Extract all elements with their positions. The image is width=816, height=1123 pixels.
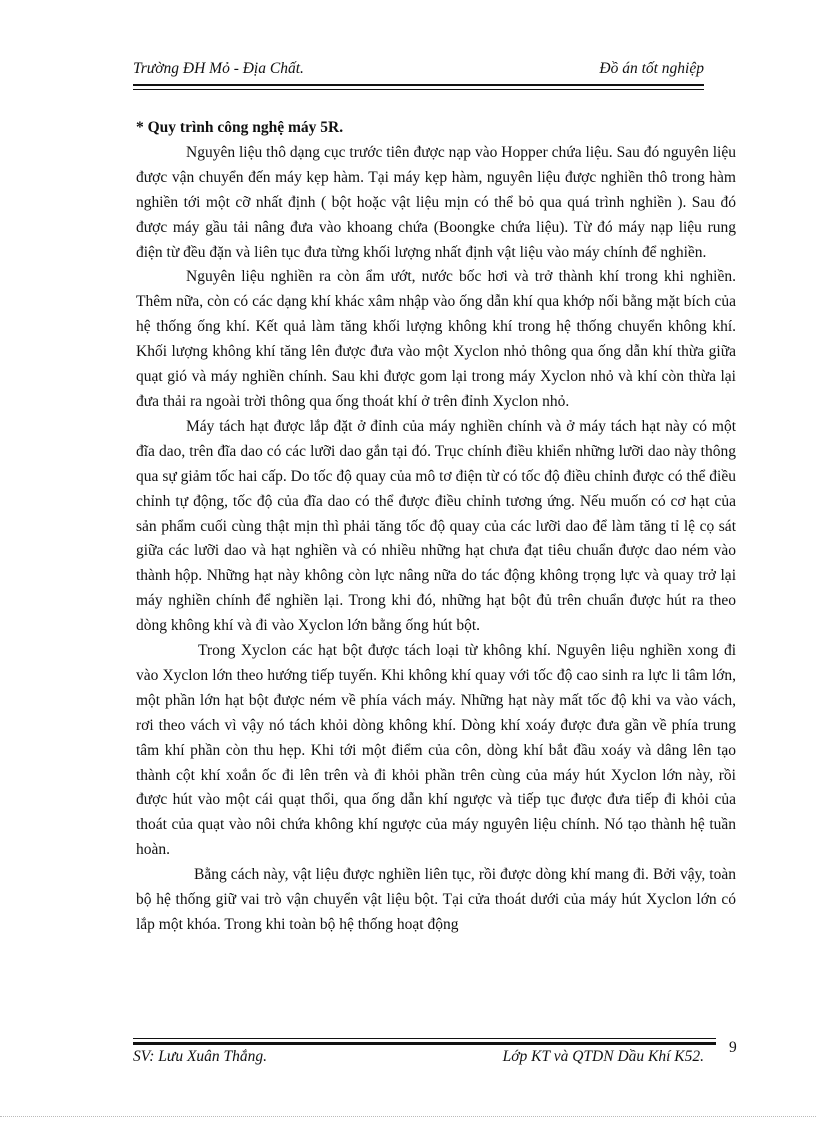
page-footer xyxy=(133,1048,704,1070)
page-body xyxy=(136,116,736,938)
paragraph-5: Bằng cách này, vật liệu được nghiền liên tục, rồi được dòng khí mang đi. Bởi vậy, toàn bộ hệ thống giữ vai trò vận chuyển vật liệu bột. Tại cửa thoát dưới của máy hút Xyclon lớn có lắp một khóa. Trong khi toàn bộ hệ thống hoạt động xyxy=(136,866,736,933)
paragraph-1: Nguyên liệu thô dạng cục trước tiên được nạp vào Hopper chứa liệu. Sau đó nguyên liệu được vận chuyển đến máy kẹp hàm. Tại máy kẹp hàm, nguyên liệu được nghiền thô trong hàm nghiền tới một cỡ nhất định ( bột hoặc vật liệu mịn có thể bỏ qua quá trình nghiền ). Sau đó được máy gầu tải nâng đưa vào khoang chứa (Boongke chứa liệu). Từ đó máy nạp liệu rung điện từ đều đặn và liên tục đưa từng khối lượng nhất định vật liệu vào máy chính để nghiền. xyxy=(136,143,736,261)
section-title: * Quy trình công nghệ máy 5R. xyxy=(136,119,344,136)
footer-student: SV: Lưu Xuân Thắng. xyxy=(133,1048,268,1065)
header-doc-type: Đồ án tốt nghiệp xyxy=(599,60,704,77)
page-number: 9 xyxy=(729,1039,737,1056)
paragraph-2: Nguyên liệu nghiền ra còn ẩm ướt, nước bốc hơi và trở thành khí trong khi nghiền. Thêm nữa, còn có các dạng khí khác xâm nhập vào ống dẫn khí qua khớp nối bằng mặt bích của hệ thống ống khí. Kết quả làm tăng khối lượng không khí trong hệ thống chuyển không khí. Khối lượng không khí tăng lên được đưa vào một Xyclon nhỏ thông qua ống dẫn khí thừa giữa quạt gió và máy nghiền chính. Sau khi được gom lại trong máy Xyclon nhỏ và khí còn thừa lại đưa thải ra ngoài trời thông qua ống thoát khí ở trên đỉnh Xyclon nhỏ. xyxy=(136,268,736,410)
header-rule-thick xyxy=(133,84,704,86)
header-school: Trường ĐH Mỏ - Địa Chất. xyxy=(133,60,304,77)
page-edge-divider xyxy=(0,1116,816,1117)
footer-class: Lớp KT và QTDN Dầu Khí K52. xyxy=(502,1048,704,1065)
footer-rule-thick xyxy=(133,1042,716,1045)
paragraph-4: Trong Xyclon các hạt bột được tách loại từ không khí. Nguyên liệu nghiền xong đi vào Xyclon lớn theo hướng tiếp tuyến. Khi không khí quay với tốc độ cao sinh ra lực li tâm lớn, một phần lớn hạt bột được ném về phía vách máy. Những hạt này mất tốc độ khi va vào vách, rơi theo vách vì vậy nó tách khỏi dòng không khí. Dòng khí xoáy được đưa gần về phía trung tâm khí phần còn thu hẹp. Khi tới một điểm của côn, dòng khí bắt đầu xoáy và dâng lên tạo thành cột khí xoắn ốc đi lên trên và đi khỏi phần trên cùng của máy hút Xyclon lớn này, rồi được hút vào một cái quạt thổi, qua ống dẫn khí ngược và tiếp tục được đưa tiếp đi khỏi của thoát của quạt vào nôi chứa không khí ngược của máy nguyên liệu chính. Nó tạo thành hệ tuần hoàn. xyxy=(136,642,736,859)
footer-rule-thin xyxy=(133,1038,716,1039)
page-header xyxy=(133,60,704,82)
header-rule-thin xyxy=(133,89,704,90)
paragraph-3: Máy tách hạt được lắp đặt ở đỉnh của máy nghiền chính và ở máy tách hạt này có một đĩa dao, trên đĩa dao có các lưỡi dao gắn tại đó. Trục chính điều khiển những lưỡi dao này thông qua sự giảm tốc hai cấp. Do tốc độ quay của mô tơ điện từ có tốc độ điều chỉnh được có thể điều chỉnh tự động, tốc độ của đĩa dao có thể được điều chỉnh tương ứng. Nếu muốn có cơ hạt của sản phẩm cuối cùng thật mịn thì phải tăng tốc độ quay của các lưỡi dao để làm tăng tỉ lệ cọ sát giữa các lưỡi dao và hạt nghiền và có nhiều những hạt chưa đạt tiêu chuẩn được dao ném vào thành hộp. Những hạt này không còn lực nâng nữa do tác động không trọng lực và quay trở lại máy nghiền chính để nghiền lại. Trong khi đó, những hạt bột đủ trên chuẩn được hút ra theo dòng không khí và đi vào Xyclon lớn bằng ống hút bột. xyxy=(136,417,736,635)
